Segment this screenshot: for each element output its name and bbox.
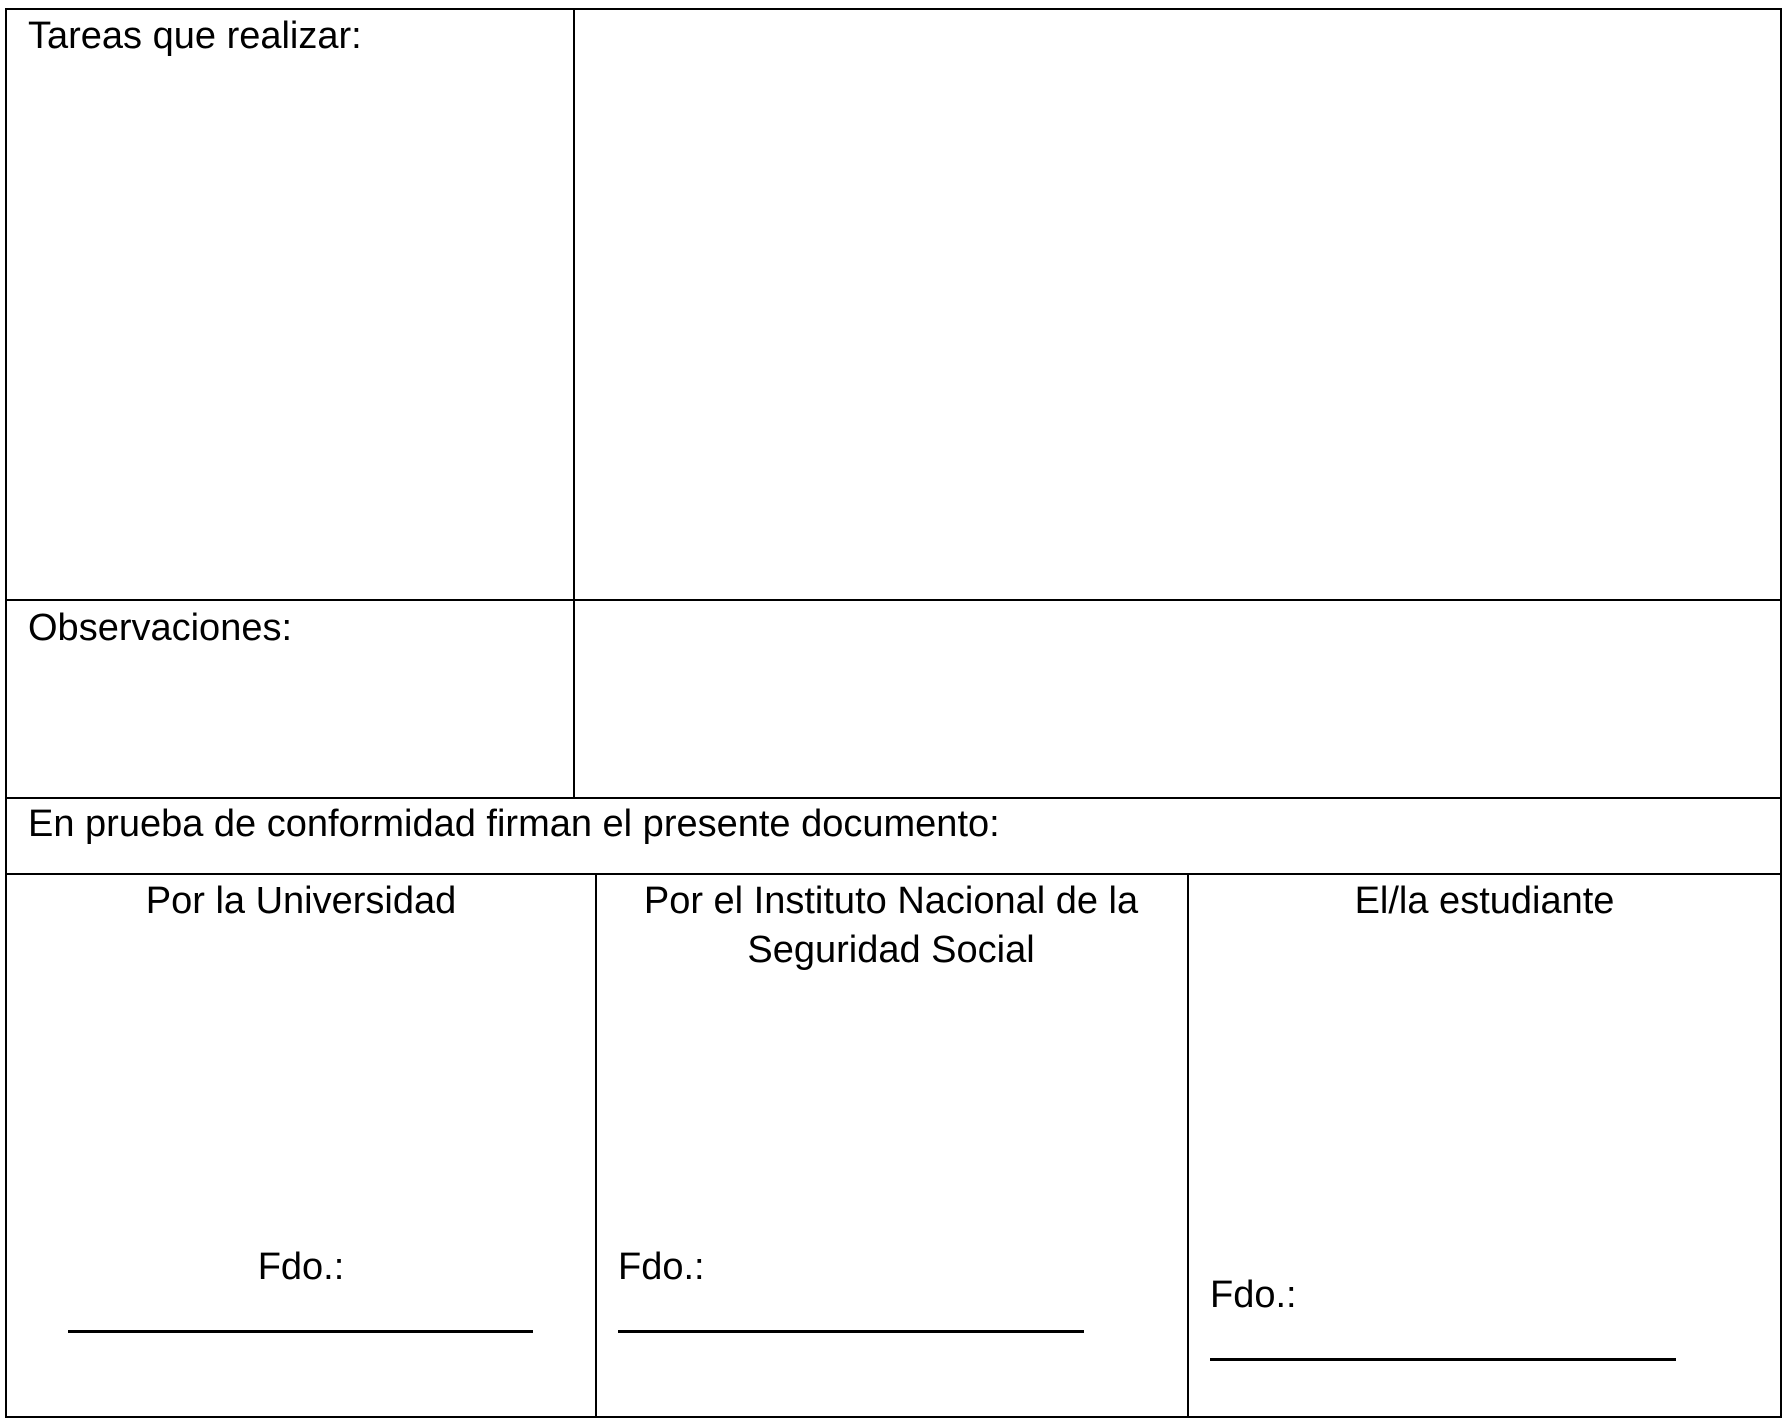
signature-line-student[interactable] bbox=[1210, 1358, 1676, 1361]
border-signature-col-1 bbox=[595, 873, 597, 1418]
tasks-field[interactable] bbox=[575, 10, 1780, 599]
tasks-label: Tareas que realizar: bbox=[28, 15, 362, 57]
border-right bbox=[1780, 8, 1782, 1418]
border-agreement-bottom bbox=[5, 873, 1782, 875]
signature-heading-student: El/la estudiante bbox=[1354, 880, 1615, 922]
border-bottom bbox=[5, 1416, 1782, 1418]
observations-field[interactable] bbox=[575, 601, 1780, 797]
border-observations-bottom bbox=[5, 797, 1782, 799]
signed-label-student: Fdo.: bbox=[1210, 1274, 1297, 1316]
signature-line-institute[interactable] bbox=[618, 1330, 1084, 1333]
border-left bbox=[5, 8, 7, 1418]
signed-label-institute: Fdo.: bbox=[618, 1246, 705, 1288]
agreement-text: En prueba de conformidad firman el presente documento: bbox=[28, 803, 1000, 845]
signed-label-university: Fdo.: bbox=[257, 1246, 345, 1288]
agreement-form-table bbox=[5, 8, 1782, 1418]
signature-line-university[interactable] bbox=[68, 1330, 533, 1333]
border-signature-col-2 bbox=[1187, 873, 1189, 1418]
observations-label: Observaciones: bbox=[28, 607, 293, 649]
signature-heading-institute: Por el Instituto Nacional de la Seguridad Social bbox=[643, 880, 1139, 971]
signature-heading-university: Por la Universidad bbox=[145, 880, 457, 922]
